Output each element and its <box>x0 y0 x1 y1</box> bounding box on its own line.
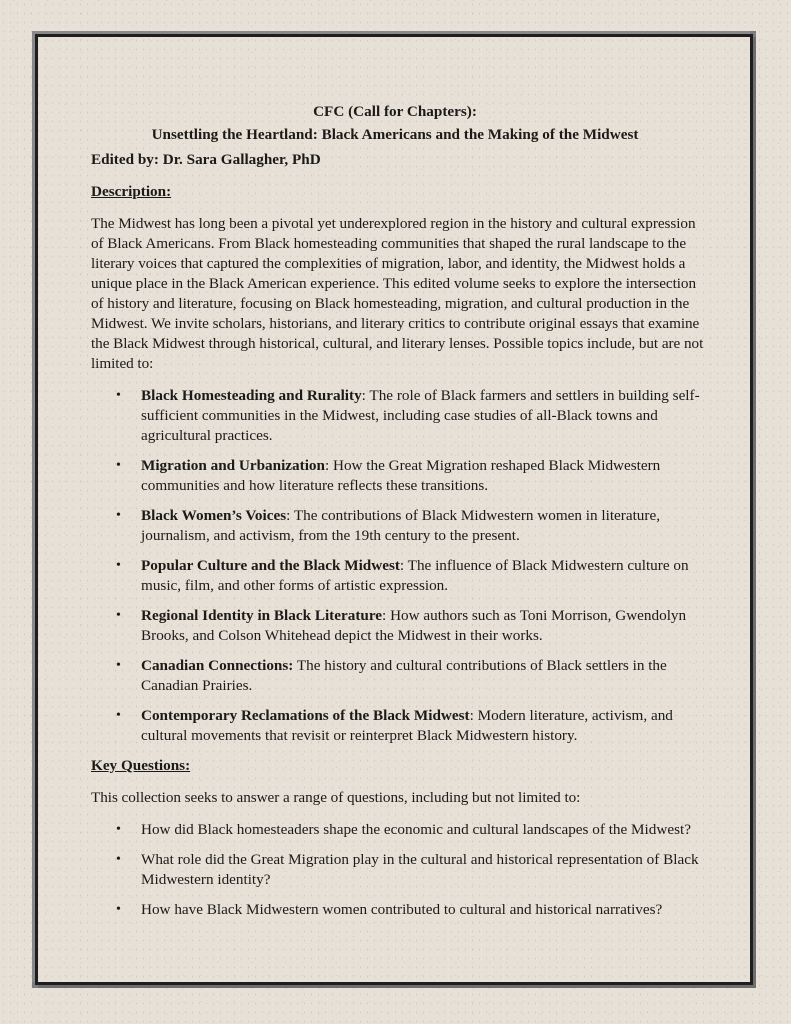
question-text: What role did the Great Migration play in the cultural and historical representation of Black Midwestern identity? <box>141 851 699 888</box>
topic-term: Popular Culture and the Black Midwest <box>141 557 400 574</box>
bullet-icon: • <box>116 388 121 403</box>
description-heading: Description: <box>91 183 172 200</box>
topic-term: Canadian Connections: <box>141 657 294 674</box>
topic-item <box>91 606 711 646</box>
bullet-icon: • <box>116 902 121 917</box>
call-for-chapters-title: CFC (Call for Chapters): <box>313 103 477 120</box>
description-paragraph: The Midwest has long been a pivotal yet underexplored region in the history and cultural expression of Black Americans. From Black homesteading communities that shaped the rural landscape to the literary voices that captured the complexities of migration, labor, and identity, the Midwest holds a unique place in the Black American experience. This edited volume seeks to explore the intersection of history and literature, focusing on Black homesteading, migration, and cultural production in the Midwest. We invite scholars, historians, and literary critics to contribute original essays that examine the Black Midwest through historical, cultural, and literary lenses. Possible topics include, but are not limited to: <box>91 215 704 372</box>
topic-text: How the Great Migration reshaped Black Midwestern communities and how literature reflects these transitions. <box>141 457 661 494</box>
question-item <box>91 850 711 890</box>
topic-text: The history and cultural contributions of Black settlers in the Canadian Prairies. <box>141 657 667 694</box>
topic-term: Migration and Urbanization <box>141 457 325 474</box>
question-item <box>91 900 711 920</box>
topic-separator: : <box>469 707 478 724</box>
question-text: How have Black Midwestern women contributed to cultural and historical narratives? <box>141 901 663 918</box>
bullet-icon: • <box>116 458 121 473</box>
topic-text: The influence of Black Midwestern culture on music, film, and other forms of artistic expression. <box>141 557 689 594</box>
topic-text: The role of Black farmers and settlers in building self-sufficient communities in the Midwest, including case studies of all-Black towns and agricultural practices. <box>141 387 700 444</box>
topic-separator: : <box>361 387 370 404</box>
bullet-icon: • <box>116 508 121 523</box>
topic-separator: : <box>324 457 333 474</box>
bullet-icon: • <box>116 822 121 837</box>
bullet-icon: • <box>116 852 121 867</box>
topic-term: Regional Identity in Black Literature <box>141 607 383 624</box>
bullet-icon: • <box>116 608 121 623</box>
bullet-icon: • <box>116 558 121 573</box>
bullet-icon: • <box>116 658 121 673</box>
question-text: How did Black homesteaders shape the economic and cultural landscapes of the Midwest? <box>141 821 691 838</box>
key-questions-heading: Key Questions: <box>91 757 191 774</box>
questions-list <box>91 820 711 920</box>
topic-separator: : <box>399 557 408 574</box>
editor-line: Edited by: Dr. Sara Gallagher, PhD <box>91 151 321 168</box>
topic-item <box>91 706 711 746</box>
topic-item <box>91 386 711 446</box>
topics-list <box>91 386 711 746</box>
topic-item <box>91 656 711 696</box>
document-body <box>91 150 711 930</box>
topic-separator: : <box>382 607 391 624</box>
topic-term: Contemporary Reclamations of the Black Midwest <box>141 707 470 724</box>
topic-item <box>91 556 711 596</box>
topic-separator: : <box>286 507 294 524</box>
document-header <box>38 100 752 146</box>
topic-term: Black Homesteading and Rurality <box>141 387 362 404</box>
bullet-icon: • <box>116 708 121 723</box>
key-questions-intro: This collection seeks to answer a range of questions, including but not limited to: <box>91 789 581 806</box>
topic-item <box>91 456 711 496</box>
topic-term: Black Women’s Voices <box>141 507 287 524</box>
topic-item <box>91 506 711 546</box>
topic-text: The contributions of Black Midwestern women in literature, journalism, and activism, from the 19th century to the present. <box>141 507 660 544</box>
volume-title: Unsettling the Heartland: Black Americans and the Making of the Midwest <box>151 126 639 143</box>
topic-text: How authors such as Toni Morrison, Gwendolyn Brooks, and Colson Whitehead depict the Midwest in their works. <box>141 607 687 644</box>
question-item <box>91 820 711 840</box>
topic-text: Modern literature, activism, and cultural movements that revisit or reinterpret Black Midwestern history. <box>141 707 673 744</box>
